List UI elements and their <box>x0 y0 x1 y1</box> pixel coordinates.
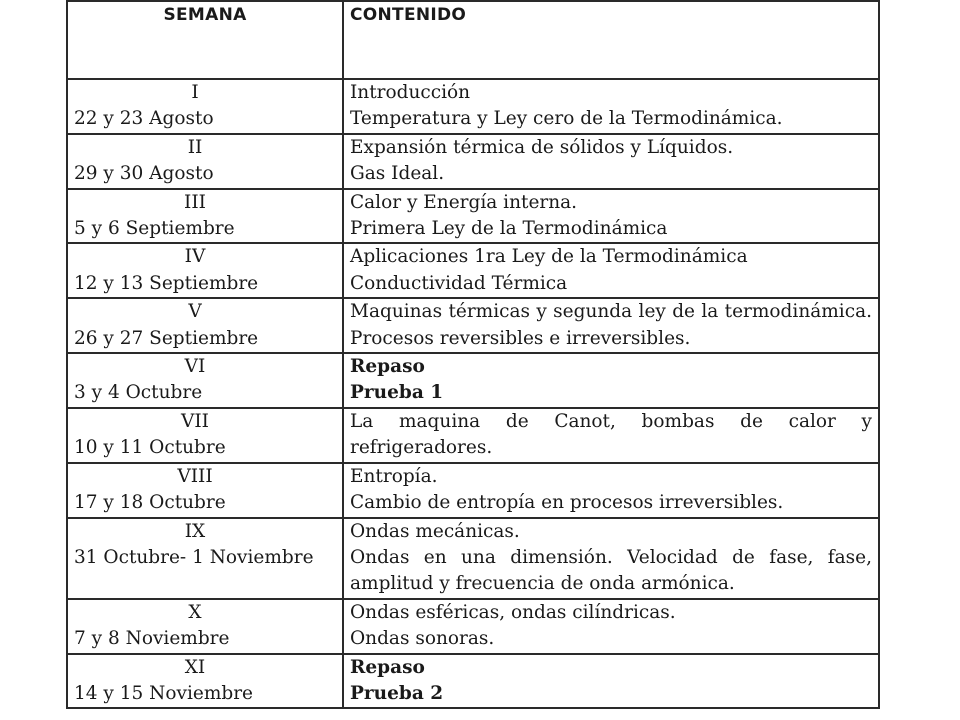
week-cell <box>67 298 343 353</box>
content-line: Ondas esféricas, ondas cilíndricas. <box>350 601 676 623</box>
week-cell <box>67 134 343 189</box>
table-row <box>67 134 879 189</box>
content-line: Conductividad Térmica <box>350 272 568 294</box>
week-cell <box>67 599 343 654</box>
week-dates: 31 Octubre- 1 Noviembre <box>74 546 314 568</box>
document-page <box>66 0 878 704</box>
week-number: V <box>188 301 202 323</box>
week-dates: 12 y 13 Septiembre <box>74 272 259 294</box>
week-number: II <box>187 136 203 158</box>
week-dates: 7 y 8 Noviembre <box>74 628 230 650</box>
schedule-table <box>66 0 880 709</box>
content-line: Primera Ley de la Termodinámica <box>350 218 668 240</box>
table-row <box>67 79 879 134</box>
content-cell <box>343 463 879 518</box>
week-number: I <box>191 82 199 103</box>
week-cell <box>67 79 343 134</box>
week-dates: 3 y 4 Octubre <box>74 382 203 404</box>
content-line: Expansión térmica de sólidos y Líquidos. <box>350 136 734 158</box>
content-line: Ondas mecánicas. <box>350 520 520 542</box>
table-row <box>67 298 879 353</box>
week-dates: 10 y 11 Octubre <box>74 437 226 459</box>
week-dates: 14 y 15 Noviembre <box>74 682 253 704</box>
table-row <box>67 243 879 298</box>
table-row <box>67 463 879 518</box>
week-number: VI <box>184 356 206 378</box>
content-cell <box>343 654 879 709</box>
content-line: Repaso <box>350 656 425 678</box>
table-row <box>67 408 879 463</box>
table-row <box>67 599 879 654</box>
content-line: Aplicaciones 1ra Ley de la Termodinámica <box>350 246 748 268</box>
content-cell <box>343 79 879 134</box>
table-row <box>67 654 879 709</box>
content-line: La maquina de Canot, bombas de calor y refrigeradores. <box>350 410 872 459</box>
header-contenido: CONTENIDO <box>343 1 879 79</box>
content-line: Ondas en una dimensión. Velocidad de fase, fase, amplitud y frecuencia de onda armónica. <box>350 546 872 595</box>
content-cell <box>343 134 879 189</box>
content-cell <box>343 353 879 408</box>
week-cell <box>67 408 343 463</box>
header-semana: SEMANA <box>67 1 343 79</box>
content-cell <box>343 408 879 463</box>
week-number: IV <box>184 246 206 268</box>
content-line: Entropía. <box>350 465 438 487</box>
week-number: XI <box>184 656 206 678</box>
week-cell <box>67 189 343 244</box>
week-number: VIII <box>177 465 213 487</box>
content-cell <box>343 189 879 244</box>
content-line: Cambio de entropía en procesos irreversibles. <box>350 492 784 514</box>
content-line: Calor y Energía interna. <box>350 191 578 213</box>
schedule-body <box>67 79 879 708</box>
table-row <box>67 518 879 599</box>
content-line: Maquinas térmicas y segunda ley de la termodinámica. Procesos reversibles e irreversibles. <box>350 301 872 349</box>
week-number: III <box>184 191 206 213</box>
week-dates: 5 y 6 Septiembre <box>74 218 235 240</box>
week-number: X <box>188 601 202 623</box>
content-cell <box>343 243 879 298</box>
week-cell <box>67 518 343 599</box>
content-line: Repaso <box>350 356 425 378</box>
content-cell <box>343 298 879 353</box>
content-line: Temperatura y Ley cero de la Termodinámica. <box>350 108 783 130</box>
week-dates: 26 y 27 Septiembre <box>74 327 259 349</box>
content-line: Introducción <box>350 82 471 103</box>
week-cell <box>67 654 343 709</box>
content-line: Gas Ideal. <box>350 163 445 185</box>
content-line: Prueba 1 <box>350 382 444 404</box>
week-cell <box>67 243 343 298</box>
week-cell <box>67 353 343 408</box>
table-row <box>67 353 879 408</box>
week-number: VII <box>181 410 209 432</box>
week-number: IX <box>184 520 206 542</box>
week-dates: 22 y 23 Agosto <box>74 108 214 130</box>
content-cell <box>343 599 879 654</box>
table-header-row <box>67 1 879 79</box>
week-cell <box>67 463 343 518</box>
table-row <box>67 189 879 244</box>
content-line: Ondas sonoras. <box>350 628 495 650</box>
week-dates: 17 y 18 Octubre <box>74 492 226 514</box>
week-dates: 29 y 30 Agosto <box>74 163 214 185</box>
content-line: Prueba 2 <box>350 682 444 704</box>
content-cell <box>343 518 879 599</box>
